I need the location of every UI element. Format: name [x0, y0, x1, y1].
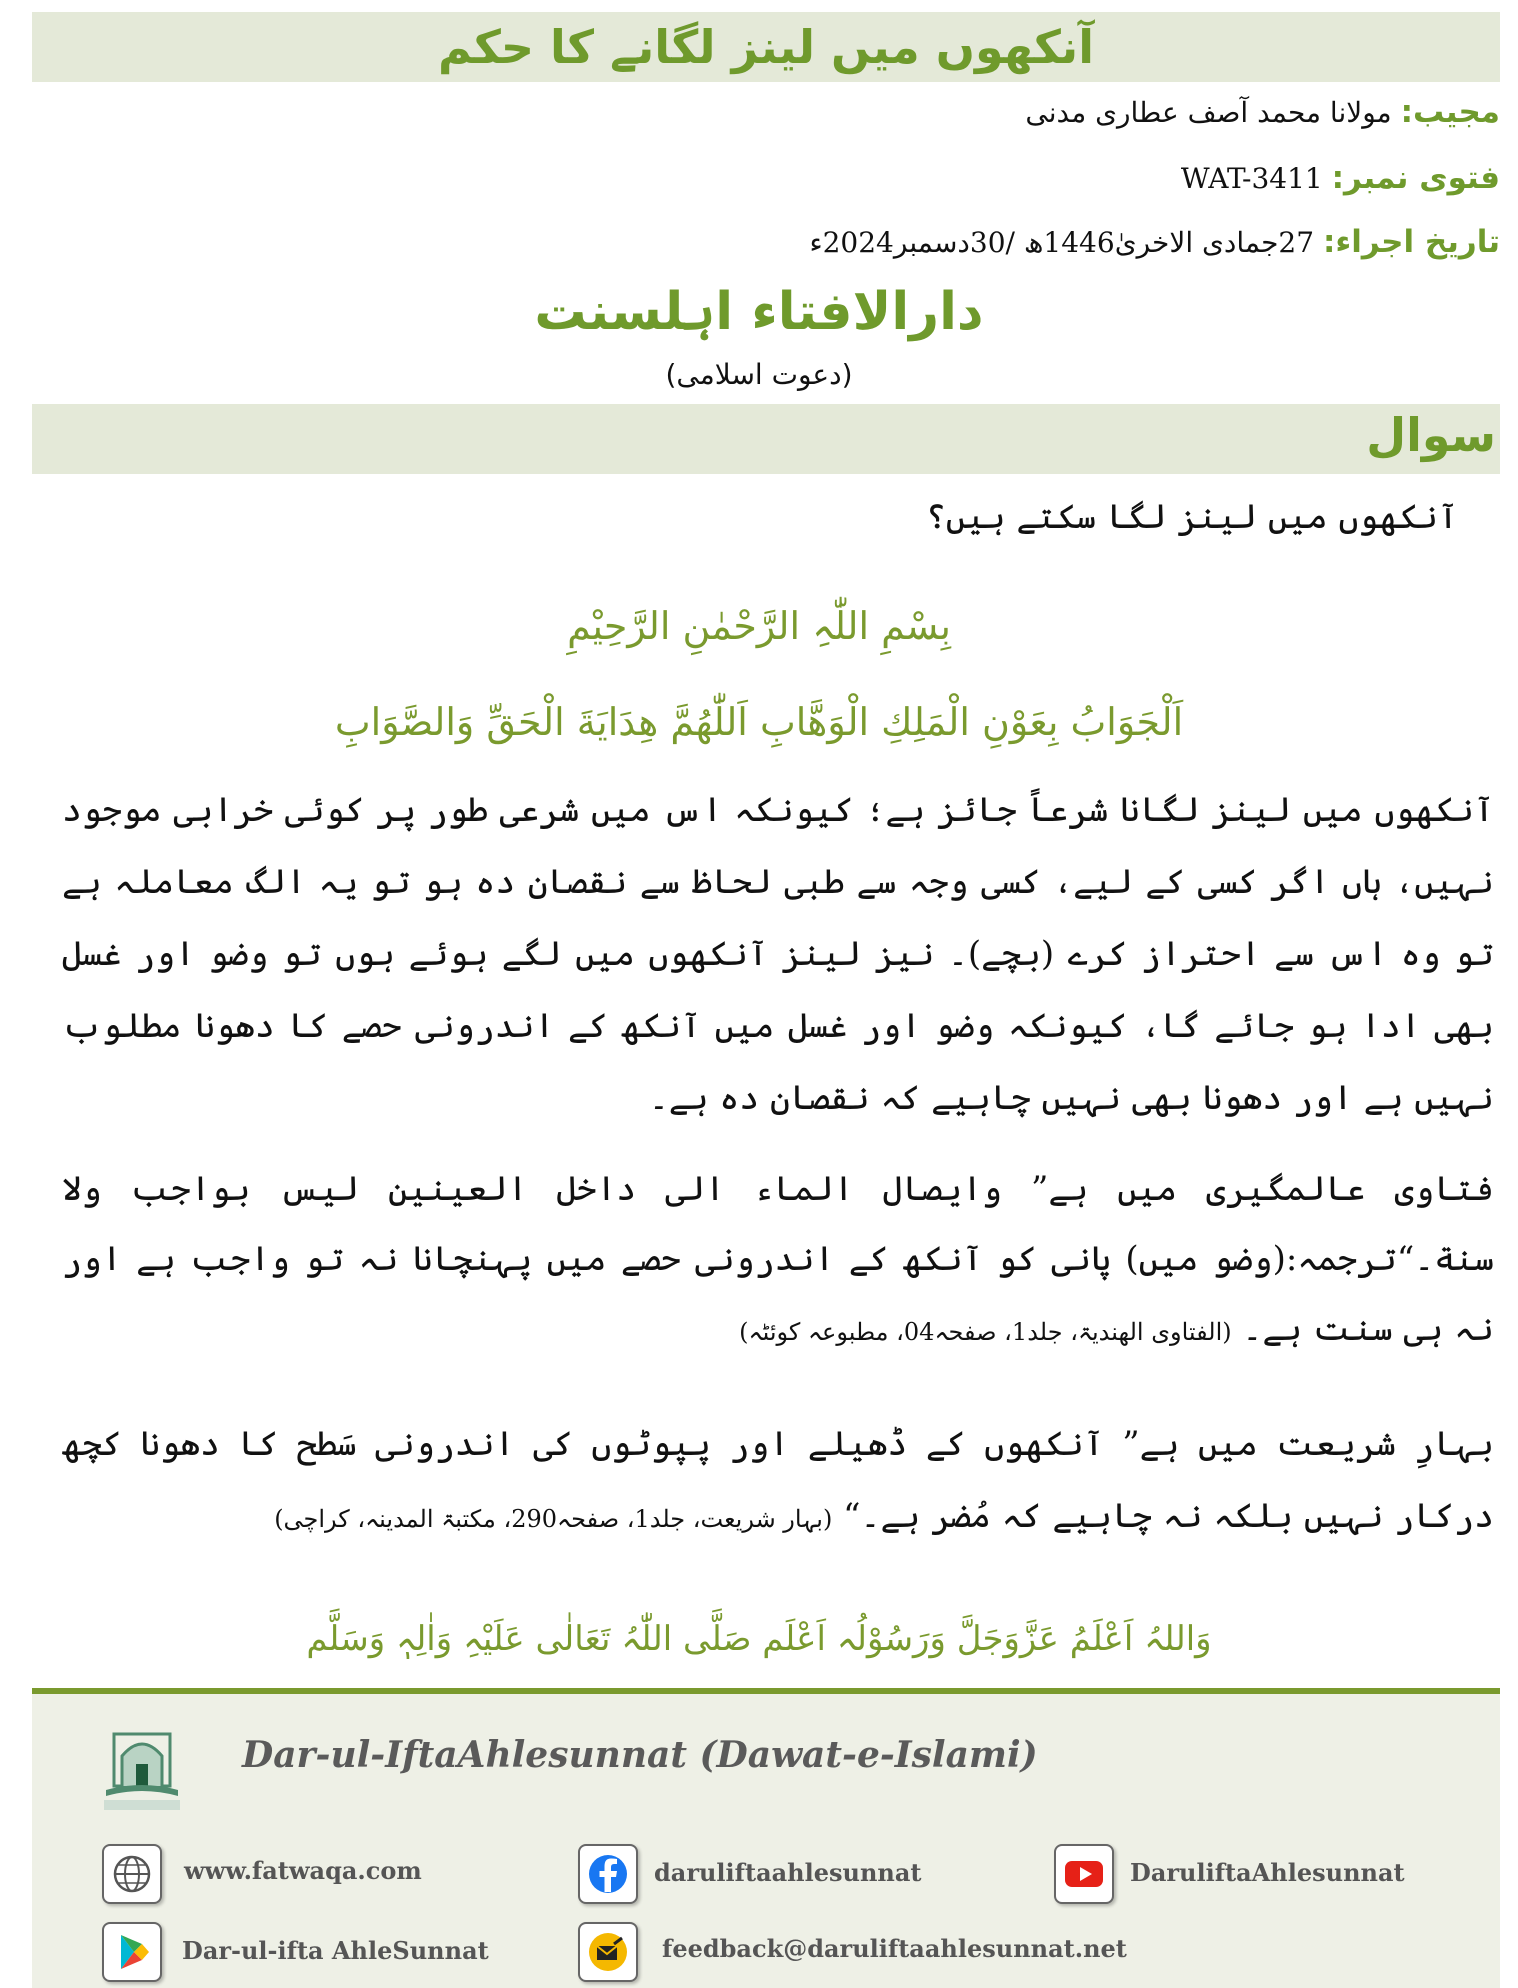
app-link[interactable]: Dar-ul-ifta AhleSunnat [182, 1936, 489, 1965]
website-link[interactable]: www.fatwaqa.com [184, 1856, 422, 1885]
issue-date-label: تاریخ اجراء: [1322, 224, 1500, 260]
question-text: آنکھوں میں لینز لگا سکتے ہیں؟ [925, 497, 1458, 537]
issue-date-value: 27جمادی الاخریٰ1446ھ /30دسمبر2024ء [809, 226, 1315, 259]
mujeeb-label: مجیب: [1400, 94, 1500, 130]
youtube-icon [1054, 1844, 1114, 1904]
logo-icon [92, 1716, 192, 1816]
fatwa-number-row [1181, 160, 1500, 196]
youtube-link[interactable]: DaruliftaAhlesunnat [1130, 1858, 1405, 1887]
alamgiri-reference: (الفتاوی الھندیۃ، جلد1، صفحہ04، مطبوعہ کوئٹہ) [739, 1318, 1232, 1346]
mujeeb-value: مولانا محمد آصف عطاری مدنی [1025, 96, 1392, 129]
page-title: آنکھوں میں لینز لگانے کا حکم [438, 20, 1094, 74]
mujeeb-row [1025, 94, 1500, 130]
issue-date-row [809, 224, 1500, 260]
bismillah: بِسْمِ اللّٰہِ الرَّحْمٰنِ الرَّحِیْمِ [567, 604, 951, 648]
alamgiri-quote: فتاوی عالمگیری میں ہے” وایصال الماء الی داخل العینین لیس بواجب ولا سنة۔“ترجمہ:(وضو میں) پانی کو آنکھ کے اندرونی حصے میں پہنچانا نہ تو واجب ہے اور نہ ہی سنت ہے۔ [62, 1169, 1494, 1349]
answer-paragraph-2 [62, 1154, 1494, 1367]
footer [32, 1688, 1500, 1988]
facebook-icon [578, 1844, 638, 1904]
footer-title: Dar-ul-IftaAhlesunnat (Dawat-e-Islami) [242, 1734, 1038, 1776]
globe-icon [102, 1844, 162, 1904]
closing-phrase: وَاللہُ اَعْلَمُ عَزَّوَجَلَّ وَرَسُوْلُہ اَعْلَم صَلَّی اللّٰہُ تَعَالٰی عَلَیْہِ وَاٰلِہٖ وَسَلَّم [306, 1619, 1212, 1659]
facebook-link[interactable]: daruliftaahlesunnat [654, 1858, 922, 1887]
fatwa-number-value: WAT-3411 [1180, 162, 1323, 195]
answer-paragraph-3 [62, 1408, 1494, 1555]
answer-opening: اَلْجَوَابُ بِعَوْنِ الْمَلِكِ الْوَهَّابِ اَللّٰهُمَّ هِدَايَةَ الْحَقِّ وَالصَّوَابِ [334, 700, 1184, 744]
feedback-email-link[interactable]: feedback@daruliftaahlesunnat.net [662, 1934, 1127, 1963]
play-store-icon [102, 1922, 162, 1982]
section-title: سوال [1366, 408, 1496, 462]
organization-subtitle: (دعوت اسلامی) [665, 358, 853, 391]
email-icon [578, 1922, 638, 1982]
answer-paragraph-1: آنکھوں میں لینز لگانا شرعاً جائز ہے؛ کیونکہ اس میں شرعی طور پر کوئی خرابی موجود نہیں، ہاں اگر کسی کے لیے، کسی وجہ سے طبی لحاظ سے نقصان دہ ہو تو یہ الگ معاملہ ہے تو وہ اس سے احتراز کرے (بچے)۔ نیز لینز آنکھوں میں لگے ہوئے ہوں تو وضو اور غسل بھی ادا ہو جائے گا، کیونکہ وضو اور غسل میں آنکھ کے اندرونی حصے کا دھونا مطلوب نہیں ہے اور دھونا بھی نہیں چاہیے کہ نقصان دہ ہے۔ [62, 790, 1494, 1118]
bahar-shariat-quote: بہارِ شریعت میں ہے” آنکھوں کے ڈھیلے اور پپوٹوں کی اندرونی سَطح کا دھونا کچھ درکار نہیں بلکہ نہ چاہیے کہ مُضر ہے۔“ [62, 1424, 1494, 1536]
bahar-shariat-reference: (بہار شریعت، جلد1، صفحہ290، مکتبۃ المدینہ، کراچی) [274, 1505, 833, 1533]
fatwa-number-label: فتوی نمبر: [1331, 160, 1500, 196]
section-band [32, 404, 1500, 474]
organization-name: دارالافتاء اہلسنت [534, 282, 984, 342]
